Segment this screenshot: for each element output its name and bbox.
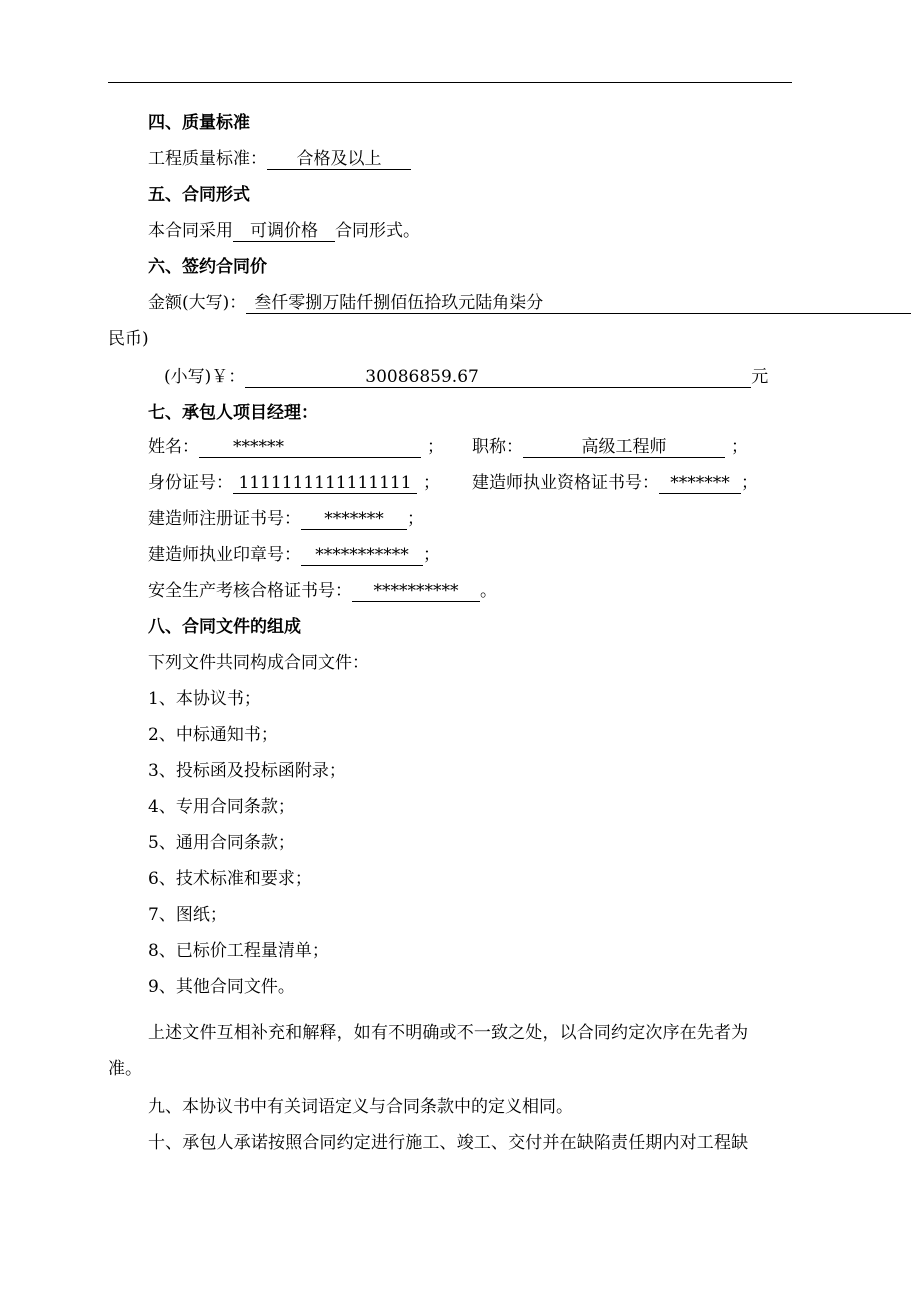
pm-name-label: 姓名： — [148, 437, 199, 457]
section-4-heading: 四、质量标准 — [148, 113, 250, 133]
document-item: 6、技术标准和要求； — [148, 869, 312, 889]
quality-standard-line — [148, 148, 411, 170]
documents-intro: 下列文件共同构成合同文件： — [148, 653, 369, 673]
section-7-heading: 七、承包人项目经理： — [148, 403, 318, 423]
document-item: 2、中标通知书； — [148, 725, 278, 745]
section-6-heading: 六、签约合同价 — [148, 257, 267, 277]
quality-standard-label: 工程质量标准： — [148, 149, 267, 169]
section-9-text: 九、本协议书中有关词语定义与合同条款中的定义相同。 — [148, 1097, 573, 1117]
pm-safety-label: 安全生产考核合格证书号： — [148, 581, 352, 601]
document-item: 1、本协议书； — [148, 689, 261, 709]
pm-registration-semicolon: ； — [407, 509, 424, 529]
header-rule — [108, 82, 792, 83]
document-item: 9、其他合同文件。 — [148, 977, 295, 997]
pm-name-semicolon: ； — [427, 437, 444, 457]
pm-registration-value: ******* — [301, 510, 407, 530]
section-8-heading: 八、合同文件的组成 — [148, 617, 301, 637]
pm-id-label: 身份证号： — [148, 473, 233, 493]
amount-upper-label: 金额(大写)： — [148, 293, 247, 313]
pm-seal-line — [148, 544, 440, 566]
pm-safety-period: 。 — [480, 581, 497, 601]
amount-upper-continuation: 民币) — [108, 329, 149, 349]
pm-registration-label: 建造师注册证书号： — [148, 509, 301, 529]
pm-id-semicolon: ； — [423, 473, 440, 493]
contract-form-pre: 本合同采用 — [148, 221, 233, 241]
amount-upper-line — [148, 292, 911, 314]
pm-title-line — [472, 436, 748, 458]
pm-cert-label: 建造师执业资格证书号： — [472, 473, 659, 493]
amount-lower-label: (小写)￥： — [164, 367, 246, 387]
pm-cert-value: ******* — [659, 474, 741, 494]
pm-id-line — [148, 472, 440, 494]
pm-registration-line — [148, 508, 424, 530]
document-item: 8、已标价工程量清单； — [148, 941, 329, 961]
pm-seal-value: *********** — [301, 546, 423, 566]
section-10-text: 十、承包人承诺按照合同约定进行施工、竣工、交付并在缺陷责任期内对工程缺 — [148, 1133, 749, 1153]
amount-lower-line — [164, 366, 768, 388]
precedence-paragraph-line-2: 准。 — [108, 1059, 142, 1079]
amount-upper-value: 叁仟零捌万陆仟捌佰伍拾玖元陆角柒分 — [246, 294, 911, 314]
pm-title-semicolon: ； — [731, 437, 748, 457]
document-item: 7、图纸； — [148, 905, 227, 925]
amount-lower-value: 30086859.67 — [245, 368, 751, 388]
pm-title-value: 高级工程师 — [523, 438, 725, 458]
contract-form-post: 合同形式。 — [335, 221, 420, 241]
pm-name-line — [148, 436, 444, 458]
contract-form-line — [148, 220, 420, 242]
pm-cert-semicolon: ； — [741, 473, 758, 493]
pm-title-label: 职称： — [472, 437, 523, 457]
pm-safety-line — [148, 580, 497, 602]
precedence-paragraph-line-1: 上述文件互相补充和解释，如有不明确或不一致之处，以合同约定次序在先者为 — [148, 1023, 749, 1043]
amount-unit: 元 — [751, 367, 769, 387]
pm-seal-label: 建造师执业印章号： — [148, 545, 301, 565]
pm-cert-line — [472, 472, 758, 494]
pm-safety-value: ********** — [352, 582, 480, 602]
document-item: 4、专用合同条款； — [148, 797, 295, 817]
document-item: 5、通用合同条款； — [148, 833, 295, 853]
section-5-heading: 五、合同形式 — [148, 185, 250, 205]
pm-seal-semicolon: ； — [423, 545, 440, 565]
contract-form-value: 可调价格 — [233, 222, 335, 242]
quality-standard-value: 合格及以上 — [267, 150, 411, 170]
document-item: 3、投标函及投标函附录； — [148, 761, 346, 781]
pm-name-value: ****** — [199, 438, 421, 458]
pm-id-value: 1111111111111111 — [233, 474, 417, 494]
